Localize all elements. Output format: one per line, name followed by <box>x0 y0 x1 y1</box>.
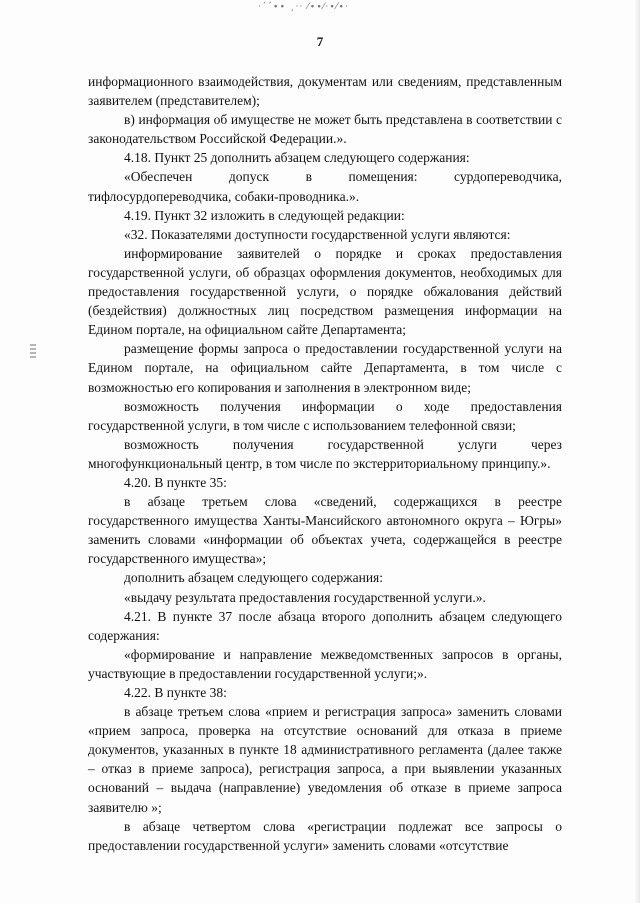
paragraph: информационного взаимодействия, документам или сведениям, представленным заявителем (представителем); <box>88 74 562 109</box>
paragraph: 4.20. В пункте 35: <box>124 474 227 490</box>
paragraph: 4.21. В пункте 37 после абзаца второго дополнить абзацем следующего содержания: <box>88 608 562 643</box>
scan-artifact-top: ·´´∙∙ ¸·· ⁄∙∙⁄·∙⁄∙· <box>258 2 349 12</box>
paragraph: дополнить абзацем следующего содержания: <box>124 570 384 586</box>
paragraph: «32. Показателями доступности государственной услуги являются: <box>124 226 511 242</box>
paragraph: в) информация об имуществе не может быть представлена в соответствии с законодательством Российской Федерации.». <box>88 112 562 147</box>
paragraph: возможность получения информации о ходе предоставления государственной услуги, в том числе с использованием телефонной связи; <box>88 398 562 433</box>
paragraph: в абзаце третьем слова «сведений, содержащихся в реестре государственного имущества Ханты-Мансийского автономного округа – Югры» заменить словами «информации об объектах учета, содержащейся в реестре государственного имущества»; <box>88 494 562 567</box>
paragraph: «формирование и направление межведомственных запросов в органы, участвующие в предоставлении государственной услуги;». <box>88 646 562 681</box>
paragraph: размещение формы запроса о предоставлении государственной услуги на Едином портале, на официальном сайте Департамента, в том числе с возможностью его копирования и заполнения в электронном виде; <box>88 341 562 395</box>
paragraph: в абзаце третьем слова «прием и регистрация запроса» заменить словами «прием запроса, проверка на отсутствие оснований для отказа в приеме документов, указанных в пункте 18 административного регламента (далее также – отказ в приеме запроса), регистрация запроса, а при выявлении указанных оснований – выдача (направление) уведомления об отказе в приеме запроса заявителю »; <box>88 704 562 815</box>
paragraph: «выдачу результата предоставления государственной услуги.». <box>124 589 486 605</box>
document-body <box>88 72 562 855</box>
paragraph: 4.18. Пункт 25 дополнить абзацем следующего содержания: <box>124 150 470 166</box>
paragraph: 4.22. В пункте 38: <box>124 685 227 700</box>
page-number: 7 <box>316 34 324 49</box>
paragraph: «Обеспечен допуск в помещения: сурдопереводчика, тифлосурдопереводчика, собаки-проводника.». <box>88 169 562 204</box>
paragraph: в абзаце четвертом слова «регистрации подлежат все запросы о предоставлении государственной услуги» заменить словами «отсутствие <box>88 818 562 853</box>
paragraph: возможность получения государственной услуги через многофункциональный центр, в том числе по экстерриториальному принципу.». <box>88 436 562 471</box>
paragraph: информирование заявителей о порядке и сроках предоставления государственной услуги, об образцах оформления документов, необходимых для предоставления государственной услуги, о порядке обжалования действий (бездействия) должностных лиц посредством размещения информации на Едином портале, на официальном сайте Департамента; <box>88 245 562 338</box>
binding-artifact <box>30 342 36 358</box>
paragraph: 4.19. Пункт 32 изложить в следующей редакции: <box>124 207 405 223</box>
page-edge-shadow <box>634 0 640 903</box>
